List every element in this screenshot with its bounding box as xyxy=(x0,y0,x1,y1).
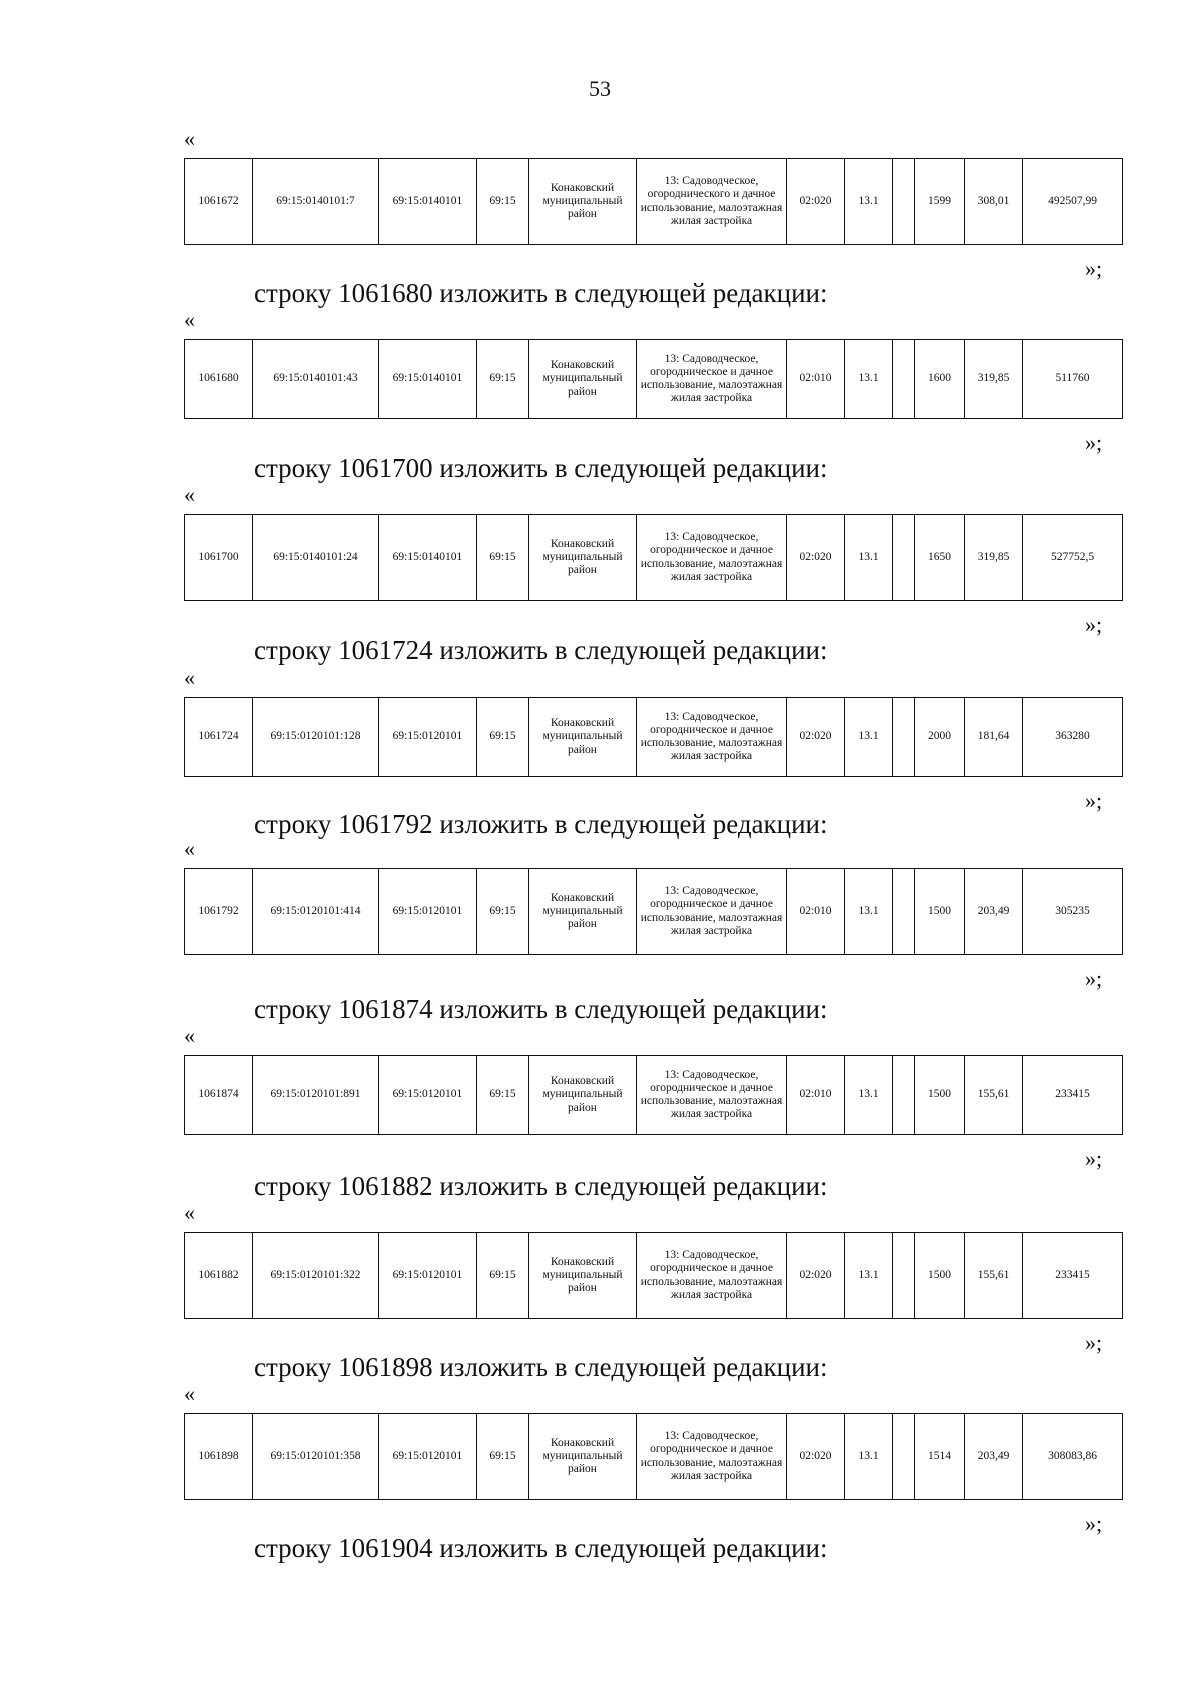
cadastral-row-table xyxy=(184,514,1123,601)
land-use-cell: 13: Садоводческое, огороднического и дачное использование, малоэтажная жилая застройка xyxy=(637,159,787,245)
row-id-cell: 1061680 xyxy=(185,340,253,419)
row-id-cell: 1061792 xyxy=(185,869,253,955)
cadastral-value-cell: 511760 xyxy=(1023,340,1123,419)
table-row xyxy=(185,159,1123,245)
cadastral-number-cell: 69:15:0120101:358 xyxy=(253,1414,379,1500)
open-quote: « xyxy=(184,1381,195,1406)
specific-value-cell: 203,49 xyxy=(965,1414,1023,1500)
close-quote: »; xyxy=(1085,430,1103,455)
cadastral-value-cell: 233415 xyxy=(1023,1056,1123,1135)
specific-value-cell: 155,61 xyxy=(965,1056,1023,1135)
group-code-cell: 13.1 xyxy=(845,515,893,601)
row-id-cell: 1061700 xyxy=(185,515,253,601)
cadastral-number-cell: 69:15:0120101:128 xyxy=(253,698,379,777)
row-id-cell: 1061874 xyxy=(185,1056,253,1135)
cadastral-district-cell: 69:15 xyxy=(477,159,529,245)
close-quote: »; xyxy=(1085,1330,1103,1355)
open-quote: « xyxy=(184,1200,195,1225)
cadastral-row-table xyxy=(184,1055,1123,1135)
group-code-cell: 13.1 xyxy=(845,869,893,955)
empty-cell xyxy=(893,698,915,777)
close-quote: »; xyxy=(1085,612,1103,637)
cadastral-value-cell: 233415 xyxy=(1023,1233,1123,1319)
cadastral-number-cell: 69:15:0140101:43 xyxy=(253,340,379,419)
cadastral-district-cell: 69:15 xyxy=(477,1414,529,1500)
cadastral-quarter-cell: 69:15:0140101 xyxy=(379,340,477,419)
cadastral-quarter-cell: 69:15:0120101 xyxy=(379,1414,477,1500)
area-cell: 1599 xyxy=(915,159,965,245)
cadastral-value-cell: 527752,5 xyxy=(1023,515,1123,601)
page-number: 53 xyxy=(589,76,611,101)
municipality-cell: Конаковский муниципальный район xyxy=(529,1233,637,1319)
cadastral-number-cell: 69:15:0120101:322 xyxy=(253,1233,379,1319)
area-cell: 1650 xyxy=(915,515,965,601)
municipality-cell: Конаковский муниципальный район xyxy=(529,340,637,419)
open-quote: « xyxy=(184,1023,195,1048)
cadastral-row-table xyxy=(184,868,1123,955)
close-quote: »; xyxy=(1085,788,1103,813)
table-row xyxy=(185,515,1123,601)
area-cell: 2000 xyxy=(915,698,965,777)
cadastral-row-table xyxy=(184,1232,1123,1319)
close-quote: »; xyxy=(1085,1511,1103,1536)
instruction-text: строку 1061700 изложить в следующей редакции: xyxy=(254,453,828,483)
row-id-cell: 1061672 xyxy=(185,159,253,245)
specific-value-cell: 155,61 xyxy=(965,1233,1023,1319)
group-code-cell: 13.1 xyxy=(845,1056,893,1135)
close-quote: »; xyxy=(1085,1146,1103,1171)
instruction-text: строку 1061874 изложить в следующей редакции: xyxy=(254,994,828,1024)
open-quote: « xyxy=(184,482,195,507)
zone-code-cell: 02:020 xyxy=(787,159,845,245)
specific-value-cell: 319,85 xyxy=(965,340,1023,419)
cadastral-quarter-cell: 69:15:0140101 xyxy=(379,159,477,245)
municipality-cell: Конаковский муниципальный район xyxy=(529,869,637,955)
land-use-cell: 13: Садоводческое, огородническое и дачное использование, малоэтажная жилая застройка xyxy=(637,340,787,419)
cadastral-quarter-cell: 69:15:0120101 xyxy=(379,1056,477,1135)
empty-cell xyxy=(893,515,915,601)
municipality-cell: Конаковский муниципальный район xyxy=(529,1056,637,1135)
table-row xyxy=(185,1056,1123,1135)
table-row xyxy=(185,698,1123,777)
land-use-cell: 13: Садоводческое, огородническое и дачное использование, малоэтажная жилая застройка xyxy=(637,869,787,955)
cadastral-number-cell: 69:15:0120101:414 xyxy=(253,869,379,955)
empty-cell xyxy=(893,1414,915,1500)
cadastral-value-cell: 308083,86 xyxy=(1023,1414,1123,1500)
group-code-cell: 13.1 xyxy=(845,698,893,777)
land-use-cell: 13: Садоводческое, огородническое и дачное использование, малоэтажная жилая застройка xyxy=(637,1233,787,1319)
zone-code-cell: 02:010 xyxy=(787,869,845,955)
municipality-cell: Конаковский муниципальный район xyxy=(529,698,637,777)
cadastral-value-cell: 305235 xyxy=(1023,869,1123,955)
cadastral-row-table xyxy=(184,1413,1123,1500)
group-code-cell: 13.1 xyxy=(845,340,893,419)
close-quote: »; xyxy=(1085,966,1103,991)
instruction-text-final: строку 1061904 изложить в следующей редакции: xyxy=(254,1533,828,1563)
open-quote: « xyxy=(184,126,195,151)
cadastral-number-cell: 69:15:0120101:891 xyxy=(253,1056,379,1135)
specific-value-cell: 203,49 xyxy=(965,869,1023,955)
cadastral-row-table xyxy=(184,339,1123,419)
empty-cell xyxy=(893,159,915,245)
land-use-cell: 13: Садоводческое, огородническое и дачное использование, малоэтажная жилая застройка xyxy=(637,1056,787,1135)
empty-cell xyxy=(893,1056,915,1135)
cadastral-number-cell: 69:15:0140101:24 xyxy=(253,515,379,601)
row-id-cell: 1061898 xyxy=(185,1414,253,1500)
group-code-cell: 13.1 xyxy=(845,1233,893,1319)
cadastral-row-table xyxy=(184,697,1123,777)
row-id-cell: 1061724 xyxy=(185,698,253,777)
specific-value-cell: 308,01 xyxy=(965,159,1023,245)
table-row xyxy=(185,869,1123,955)
cadastral-quarter-cell: 69:15:0120101 xyxy=(379,869,477,955)
area-cell: 1514 xyxy=(915,1414,965,1500)
land-use-cell: 13: Садоводческое, огородническое и дачное использование, малоэтажная жилая застройка xyxy=(637,1414,787,1500)
instruction-text: строку 1061792 изложить в следующей редакции: xyxy=(254,809,828,839)
cadastral-district-cell: 69:15 xyxy=(477,1056,529,1135)
specific-value-cell: 181,64 xyxy=(965,698,1023,777)
empty-cell xyxy=(893,869,915,955)
group-code-cell: 13.1 xyxy=(845,1414,893,1500)
cadastral-row-table xyxy=(184,158,1123,245)
empty-cell xyxy=(893,1233,915,1319)
zone-code-cell: 02:010 xyxy=(787,1056,845,1135)
zone-code-cell: 02:020 xyxy=(787,698,845,777)
cadastral-value-cell: 363280 xyxy=(1023,698,1123,777)
cadastral-quarter-cell: 69:15:0120101 xyxy=(379,1233,477,1319)
cadastral-district-cell: 69:15 xyxy=(477,340,529,419)
instruction-text: строку 1061680 изложить в следующей редакции: xyxy=(254,278,828,308)
zone-code-cell: 02:010 xyxy=(787,340,845,419)
zone-code-cell: 02:020 xyxy=(787,515,845,601)
cadastral-quarter-cell: 69:15:0140101 xyxy=(379,515,477,601)
cadastral-quarter-cell: 69:15:0120101 xyxy=(379,698,477,777)
zone-code-cell: 02:020 xyxy=(787,1414,845,1500)
instruction-text: строку 1061882 изложить в следующей редакции: xyxy=(254,1171,828,1201)
cadastral-district-cell: 69:15 xyxy=(477,515,529,601)
land-use-cell: 13: Садоводческое, огородническое и дачное использование, малоэтажная жилая застройка xyxy=(637,515,787,601)
cadastral-district-cell: 69:15 xyxy=(477,1233,529,1319)
table-row xyxy=(185,1233,1123,1319)
municipality-cell: Конаковский муниципальный район xyxy=(529,1414,637,1500)
zone-code-cell: 02:020 xyxy=(787,1233,845,1319)
cadastral-number-cell: 69:15:0140101:7 xyxy=(253,159,379,245)
area-cell: 1500 xyxy=(915,869,965,955)
specific-value-cell: 319,85 xyxy=(965,515,1023,601)
close-quote: »; xyxy=(1085,256,1103,281)
municipality-cell: Конаковский муниципальный район xyxy=(529,515,637,601)
area-cell: 1500 xyxy=(915,1233,965,1319)
open-quote: « xyxy=(184,836,195,861)
area-cell: 1600 xyxy=(915,340,965,419)
cadastral-district-cell: 69:15 xyxy=(477,698,529,777)
table-row xyxy=(185,1414,1123,1500)
open-quote: « xyxy=(184,307,195,332)
empty-cell xyxy=(893,340,915,419)
municipality-cell: Конаковский муниципальный район xyxy=(529,159,637,245)
cadastral-district-cell: 69:15 xyxy=(477,869,529,955)
instruction-text: строку 1061724 изложить в следующей редакции: xyxy=(254,635,828,665)
group-code-cell: 13.1 xyxy=(845,159,893,245)
instruction-text: строку 1061898 изложить в следующей редакции: xyxy=(254,1352,828,1382)
table-row xyxy=(185,340,1123,419)
land-use-cell: 13: Садоводческое, огородническое и дачное использование, малоэтажная жилая застройка xyxy=(637,698,787,777)
open-quote: « xyxy=(184,665,195,690)
row-id-cell: 1061882 xyxy=(185,1233,253,1319)
area-cell: 1500 xyxy=(915,1056,965,1135)
cadastral-value-cell: 492507,99 xyxy=(1023,159,1123,245)
